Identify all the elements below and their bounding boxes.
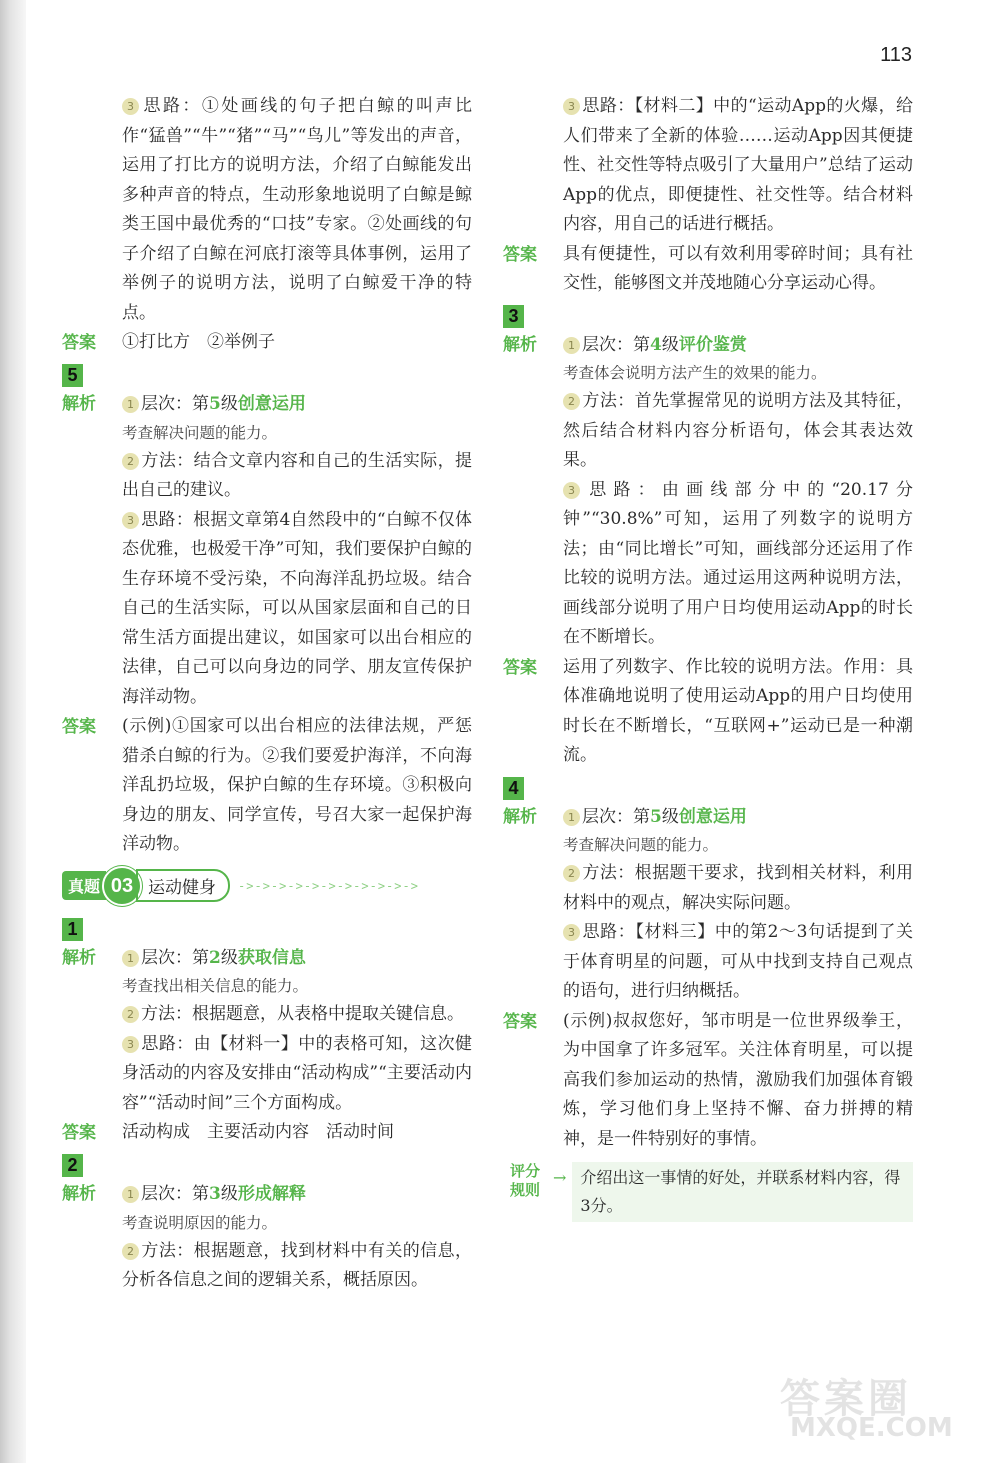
step-mark-icon: 3 [563,482,580,499]
s3-answer-block [503,653,913,771]
left-column [62,92,472,1296]
step-mark-icon: 3 [563,924,580,941]
s1-analysis-block: 解析 1 层次：第2级获取信息 考查找出相关信息的能力。 2 方法：根据题意，从表格中提取关键信息。 3 思路：由【材料一】中的表格可知，这次健身活动的内容及安排由“活动构成”“主要活动内容”“活动时间”三个方面构成。 [62,943,472,1119]
scoring-rule-label: 评分规则 [509,1163,540,1199]
analysis-label: 解析 [62,947,96,967]
step-mark-icon: 2 [563,865,580,882]
analysis-label: 解析 [62,1184,96,1203]
s2-method-text: 方法：根据题意，找到材料中有关的信息，分析各信息之间的逻辑关系，概括原因。 [122,1240,472,1290]
answer-label: 答案 [503,244,537,264]
answer-label: 答案 [62,1123,96,1142]
q5-thinking-text: 思路：根据文章第4自然段中的“白鲸不仅体态优雅，也极爱干净”可知，我们要保护白鲸的生存环境不受污染，不向海洋乱扔垃圾。结合自己的生活实际，可以从国家层面和自己的日常生活方面提出建议，如国家可以出台相应的法律，自己可以向身边的同学、朋友宣传保护海洋动物。 [122,509,472,707]
level-name: 创意运用 [678,806,747,826]
question-number-3: 3 [503,305,524,328]
s1-method-text: 方法：根据题意，从表格中提取关键信息。 [141,1004,464,1024]
s2-answer-text: 具有便捷性，可以有效利用零碎时间；具有社交性，能够图文并茂地随心分享运动心得。 [563,243,913,293]
answer-label: 答案 [62,717,96,736]
step-mark-icon: 1 [563,337,580,354]
watermark-logo: 答案圈 MXQE.COM [780,1376,953,1443]
section-title: 运动健身 [136,869,230,902]
s4-answer-text: (示例)叔叔您好，邹市明是一位世界级拳王，为中国拿了许多冠军。关注体育明星，可以提高我们参加运动的热情，激励我们加强体育锻炼，学习他们身上坚持不懈、奋力拼搏的精神，是一件特别好的事情。 [563,1010,913,1149]
scoring-rule-text: 介绍出这一事情的好处，并联系材料内容，得3分。 [572,1162,913,1222]
analysis-label: 解析 [62,394,96,413]
step-mark-icon: 2 [122,453,139,470]
scoring-rule-box [503,1162,913,1222]
step-mark-icon: 2 [563,393,580,410]
step-mark-icon: 1 [122,396,139,413]
q4-answer-text: ①打比方 ②举例子 [122,332,275,352]
s2-thinking-text: 思路：【材料二】中的“运动App的火爆，给人们带来了全新的体验……运动App因其便捷性、社交性等特点吸引了大量用户”总结了运动App的优点，即便捷性、社交性等。结合材料内容，用自己的话进行概括。 [563,96,913,234]
question-number-1: 1 [62,918,83,941]
q5-analysis-block: 解析 1 层次：第5级创意运用 考查解决问题的能力。 2 方法：结合文章内容和自己的生活实际，提出自己的建议。 3 思路：根据文章第4自然段中的“白鲸不仅体态优雅，也极爱干净”可知，我们要保护白鲸的生存环境不受污染，不向海洋乱扔垃圾。结合自己的生活实际，可以从国家层面和自己的日常生活方面提出建议，如国家可以出台相应的法律，自己可以向身边的同学、朋友宣传保护海洋动物。 [62,389,472,712]
s3-thinking-text: 思路：由画线部分中的“20.17分钟”“30.8%”可知，运用了列数字的说明方法；由“同比增长”可知，画线部分还运用了作比较的说明方法。通过运用这两种说明方法，画线部分说明了用户日均使用运动App的时长在不断增长。 [563,479,913,647]
page-number: 113 [880,44,912,66]
level-name: 创意运用 [237,394,306,413]
q5-answer-text: (示例)①国家可以出台相应的法律法规，严惩猎杀白鲸的行为。②我们要爱护海洋，不向海洋乱扔垃圾，保护白鲸的生存环境。③积极向身边的朋友、同学宣传，号召大家一起保护海洋动物。 [122,716,472,854]
step-mark-icon: 1 [122,1186,139,1203]
question-number-5: 5 [62,364,83,387]
step-mark-icon: 3 [563,98,580,115]
step-mark-icon: 3 [122,98,139,115]
page-gutter-shadow [0,0,26,1463]
s4-thinking-text: 思路：【材料三】中的第2～3句话提到了关于体育明星的问题，可从中找到支持自己观点的语句，进行归纳概括。 [563,922,913,1001]
q4-thinking-block [62,92,472,328]
answer-label: 答案 [503,657,537,677]
step-mark-icon: 1 [122,950,139,967]
right-column [503,92,913,1222]
step-mark-icon: 2 [122,1243,139,1260]
s1-answer-block [62,1118,472,1148]
arrow-right-icon: → [553,1168,567,1187]
question-number-4: 4 [503,777,524,800]
q5-method-text: 方法：结合文章内容和自己的生活实际，提出自己的建议。 [122,450,472,500]
section-arrow-decoration: ->->->->->->->->->->-> [238,878,419,893]
answer-label: 答案 [503,1011,537,1031]
q4-thinking-text: 思路：①处画线的句子把白鲸的叫声比作“猛兽”“牛”“猪”“马”“鸟儿”等发出的声音，运用了打比方的说明方法，介绍了白鲸能发出多种声音的特点，生动形象地说明了白鲸是鲸类王国中最优秀的“口技”专家。②处画线的句子介绍了白鲸在河底打滚等具体事例，运用了举例子的说明方法，说明了白鲸爱干净的特点。 [122,96,472,323]
q5-ability-text: 考查解决问题的能力。 [122,423,278,442]
s2-thinking-block [503,92,913,240]
level-name: 形成解释 [237,1184,306,1203]
answer-label: 答案 [62,333,96,352]
s1-answer-text: 活动构成 主要活动内容 活动时间 [122,1122,394,1142]
s4-analysis-block: 解析 1 层次：第5级创意运用 考查解决问题的能力。 2 方法：根据题干要求，找到相关材料，利用材料中的观点，解决实际问题。 3 思路：【材料三】中的第2～3句话提到了关于体育明星的问题，可从中找到支持自己观点的语句，进行归纳概括。 [503,802,913,1007]
step-mark-icon: 3 [122,512,139,529]
analysis-label: 解析 [503,334,537,354]
step-mark-icon: 3 [122,1036,139,1053]
level-name: 获取信息 [237,947,306,967]
step-mark-icon: 2 [122,1006,139,1023]
level-name: 评价鉴赏 [678,334,747,354]
q5-answer-block [62,712,472,860]
s2-analysis-block: 解析 1 层次：第3级形成解释 考查说明原因的能力。 2 方法：根据题意，找到材料中有关的信息，分析各信息之间的逻辑关系，概括原因。 [62,1179,472,1296]
section-header [62,866,472,906]
s1-thinking-text: 思路：由【材料一】中的表格可知，这次健身活动的内容及安排由“活动构成”“主要活动内容”“活动时间”三个方面构成。 [122,1033,472,1113]
s4-answer-block [503,1007,913,1155]
s4-method-text: 方法：根据题干要求，找到相关材料，利用材料中的观点，解决实际问题。 [563,863,913,913]
s2-ability-text: 考查说明原因的能力。 [122,1213,278,1232]
section-label: 真题 [62,871,106,900]
analysis-label: 解析 [503,806,537,826]
s3-ability-text: 考查体会说明方法产生的效果的能力。 [563,364,827,382]
s2-answer-block [503,240,913,299]
s4-ability-text: 考查解决问题的能力。 [563,836,719,854]
q4-answer-block [62,328,472,358]
s1-ability-text: 考查找出相关信息的能力。 [122,977,309,995]
step-mark-icon: 1 [563,809,580,826]
s3-analysis-block: 解析 1 层次：第4级评价鉴赏 考查体会说明方法产生的效果的能力。 2 方法：首先掌握常见的说明方法及其特征，然后结合材料内容分析语句，体会其表达效果。 3 思路：由画线部分中的“20.17分钟”“30.8%”可知，运用了列数字的说明方法；由“同比增长”可知，画线部分还运用了作比较的说明方法。通过运用这两种说明方法，画线部分说明了用户日均使用运动App的时长在不断增长。 [503,330,913,653]
s3-answer-text: 运用了列数字、作比较的说明方法。作用：具体准确地说明了使用运动App的用户日均使用时长在不断增长，“互联网+”运动已是一种潮流。 [563,656,913,765]
section-number: 03 [102,866,142,906]
question-number-2: 2 [62,1154,83,1177]
s3-method-text: 方法：首先掌握常见的说明方法及其特征，然后结合材料内容分析语句，体会其表达效果。 [563,391,913,470]
